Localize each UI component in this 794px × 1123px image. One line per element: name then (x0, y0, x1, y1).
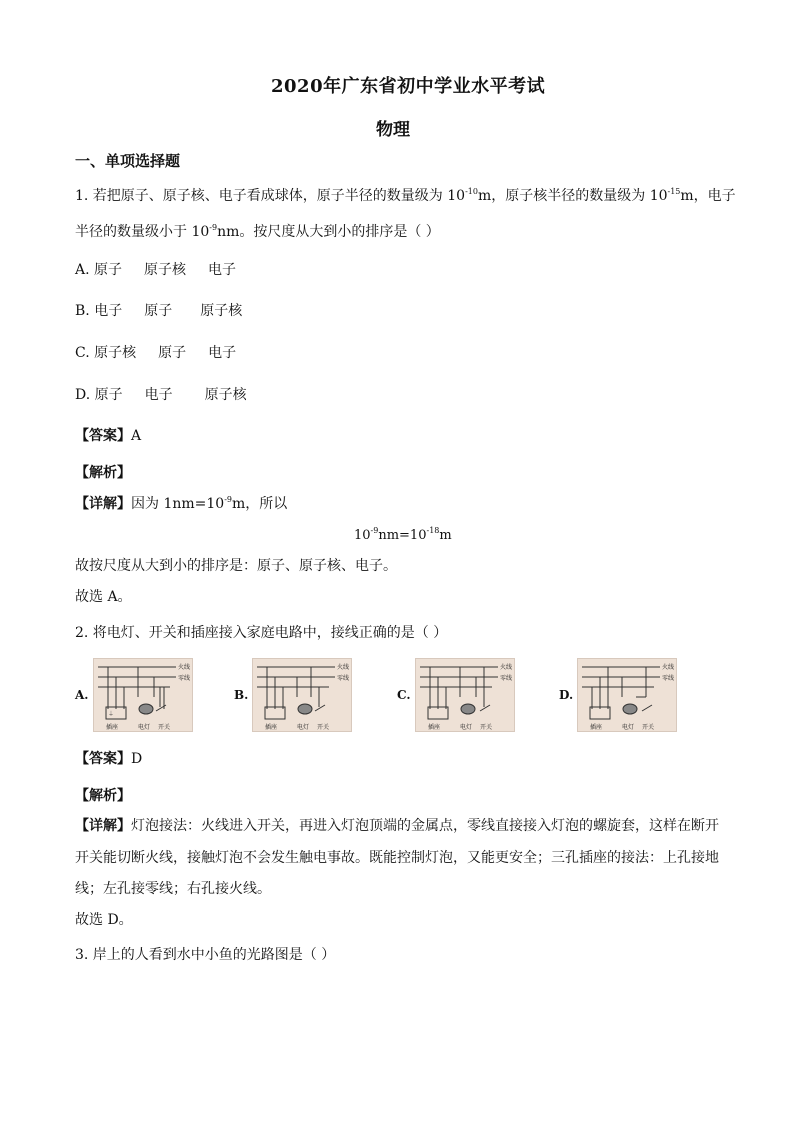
q1-answer (75, 429, 141, 443)
q2-figure-c[interactable] (397, 658, 517, 734)
circuit-figure (577, 658, 677, 732)
option-key: B. (75, 303, 90, 319)
option-key: A. (75, 262, 90, 278)
svg-text:⏚: ⏚ (108, 711, 115, 718)
fig-switch-label: 开关 (480, 724, 493, 731)
fig-lamp-label: 电灯 (297, 724, 310, 731)
fig-lamp-label: 电灯 (622, 724, 635, 731)
q2-stem: 2. 将电灯、开关和插座接入家庭电路中，接线正确的是（ ） (75, 625, 448, 641)
fig-socket-label: 插座 (590, 724, 603, 731)
q2-figure-a[interactable] (75, 658, 195, 734)
q2-detail-line2: 开关能切断火线，接触灯泡不会发生触电事故。既能控制灯泡，又能更安全；三孔插座的接法：上孔接地 (75, 850, 719, 866)
q2-detail-line3: 线；左孔接零线；右孔接火线。 (75, 881, 271, 897)
fig-lamp-label: 电灯 (460, 724, 473, 731)
detail-text: 因为 1nm=10 (131, 496, 225, 512)
q1-text-part: nm。按尺度从大到小的排序是（ ） (217, 224, 440, 240)
option-item: 原子核 (204, 387, 247, 403)
figure-key: C. (397, 688, 411, 702)
detail-text: 灯泡接法：火线进入开关，再进入灯泡顶端的金属点，零线直接接入灯泡的螺旋套，这样在断开 (131, 818, 719, 834)
q1-option-c (75, 346, 258, 360)
option-item: 电子 (208, 262, 237, 278)
answer-tag: 【答案】 (75, 428, 131, 444)
q1-formula (354, 528, 452, 543)
page-title: 2020年广东省初中学业水平考试 (271, 76, 546, 97)
option-item: 原子核 (144, 262, 187, 278)
detail-exponent: -9 (224, 495, 232, 504)
q1-text-part: m，电子 (680, 188, 736, 204)
circuit-diagram (94, 659, 192, 731)
fig-switch-label: 开关 (158, 724, 171, 731)
answer-tag: 【答案】 (75, 751, 131, 767)
q1-analysis-tag: 【解析】 (75, 465, 131, 481)
q1-option-a (75, 263, 258, 277)
answer-value: D (131, 751, 143, 767)
figure-key: A. (75, 688, 89, 702)
q3-stem: 3. 岸上的人看到水中小鱼的光路图是（ ） (75, 947, 336, 963)
fig-socket-label: 插座 (428, 724, 441, 731)
option-item: 原子 (144, 303, 173, 319)
q1-exponent: -10 (465, 187, 478, 196)
q1-choose: 故选 A。 (75, 589, 132, 605)
option-item: 原子 (94, 387, 123, 403)
detail-text: m，所以 (232, 496, 288, 512)
q1-option-d (75, 388, 269, 402)
q1-text-part: m，原子核半径的数量级为 10 (477, 188, 668, 204)
figure-key: D. (559, 688, 574, 702)
figure-key: B. (234, 688, 249, 702)
q1-text-part: 1. 若把原子、原子核、电子看成球体，原子半径的数量级为 10 (75, 188, 466, 204)
fig-neutral-label: 零线 (337, 675, 350, 682)
fig-live-label: 火线 (662, 664, 675, 671)
fig-live-label: 火线 (500, 664, 513, 671)
answer-value: A (131, 428, 142, 444)
fig-neutral-label: 零线 (662, 675, 675, 682)
option-key: D. (75, 387, 91, 403)
fig-socket-label: 插座 (106, 724, 119, 731)
q2-answer (75, 752, 142, 766)
fig-switch-label: 开关 (642, 724, 655, 731)
circuit-diagram (578, 659, 676, 731)
q2-analysis-tag: 【解析】 (75, 788, 131, 804)
formula-part: m (439, 528, 452, 543)
formula-part: 10 (354, 528, 371, 543)
option-item: 电子 (94, 303, 123, 319)
circuit-diagram (416, 659, 514, 731)
option-item: 原子核 (200, 303, 243, 319)
fig-neutral-label: 零线 (500, 675, 513, 682)
option-item: 原子 (94, 262, 123, 278)
subject-title: 物理 (376, 120, 410, 140)
q1-exponent: -15 (667, 187, 681, 196)
q1-option-b (75, 304, 264, 318)
option-item: 电子 (208, 345, 237, 361)
q1-stem-line2 (75, 225, 440, 239)
option-key: C. (75, 345, 90, 361)
circuit-diagram (253, 659, 351, 731)
q1-stem-line1 (75, 189, 736, 203)
detail-tag: 【详解】 (75, 818, 131, 834)
q1-conclusion: 故按尺度从大到小的排序是：原子、原子核、电子。 (75, 558, 397, 574)
fig-live-label: 火线 (178, 664, 191, 671)
formula-exponent: -18 (426, 526, 440, 535)
q2-figure-b[interactable] (234, 658, 354, 734)
formula-part: nm=10 (378, 528, 427, 543)
fig-neutral-label: 零线 (178, 675, 191, 682)
section-heading: 一、单项选择题 (75, 152, 181, 170)
q1-detail (75, 497, 287, 511)
option-item: 原子核 (94, 345, 137, 361)
fig-live-label: 火线 (337, 664, 350, 671)
option-item: 电子 (144, 387, 173, 403)
q1-text-part: 半径的数量级小于 10 (75, 224, 210, 240)
q1-exponent: -9 (209, 223, 218, 232)
fig-switch-label: 开关 (317, 724, 330, 731)
circuit-figure (252, 658, 352, 732)
q2-choose: 故选 D。 (75, 912, 133, 928)
detail-tag: 【详解】 (75, 496, 131, 512)
fig-lamp-label: 电灯 (138, 724, 151, 731)
fig-socket-label: 插座 (265, 724, 278, 731)
circuit-figure (415, 658, 515, 732)
formula-exponent: -9 (370, 526, 379, 535)
q2-figure-d[interactable] (559, 658, 679, 734)
q2-detail-line1 (75, 819, 719, 833)
option-item: 原子 (158, 345, 187, 361)
circuit-figure (93, 658, 193, 732)
